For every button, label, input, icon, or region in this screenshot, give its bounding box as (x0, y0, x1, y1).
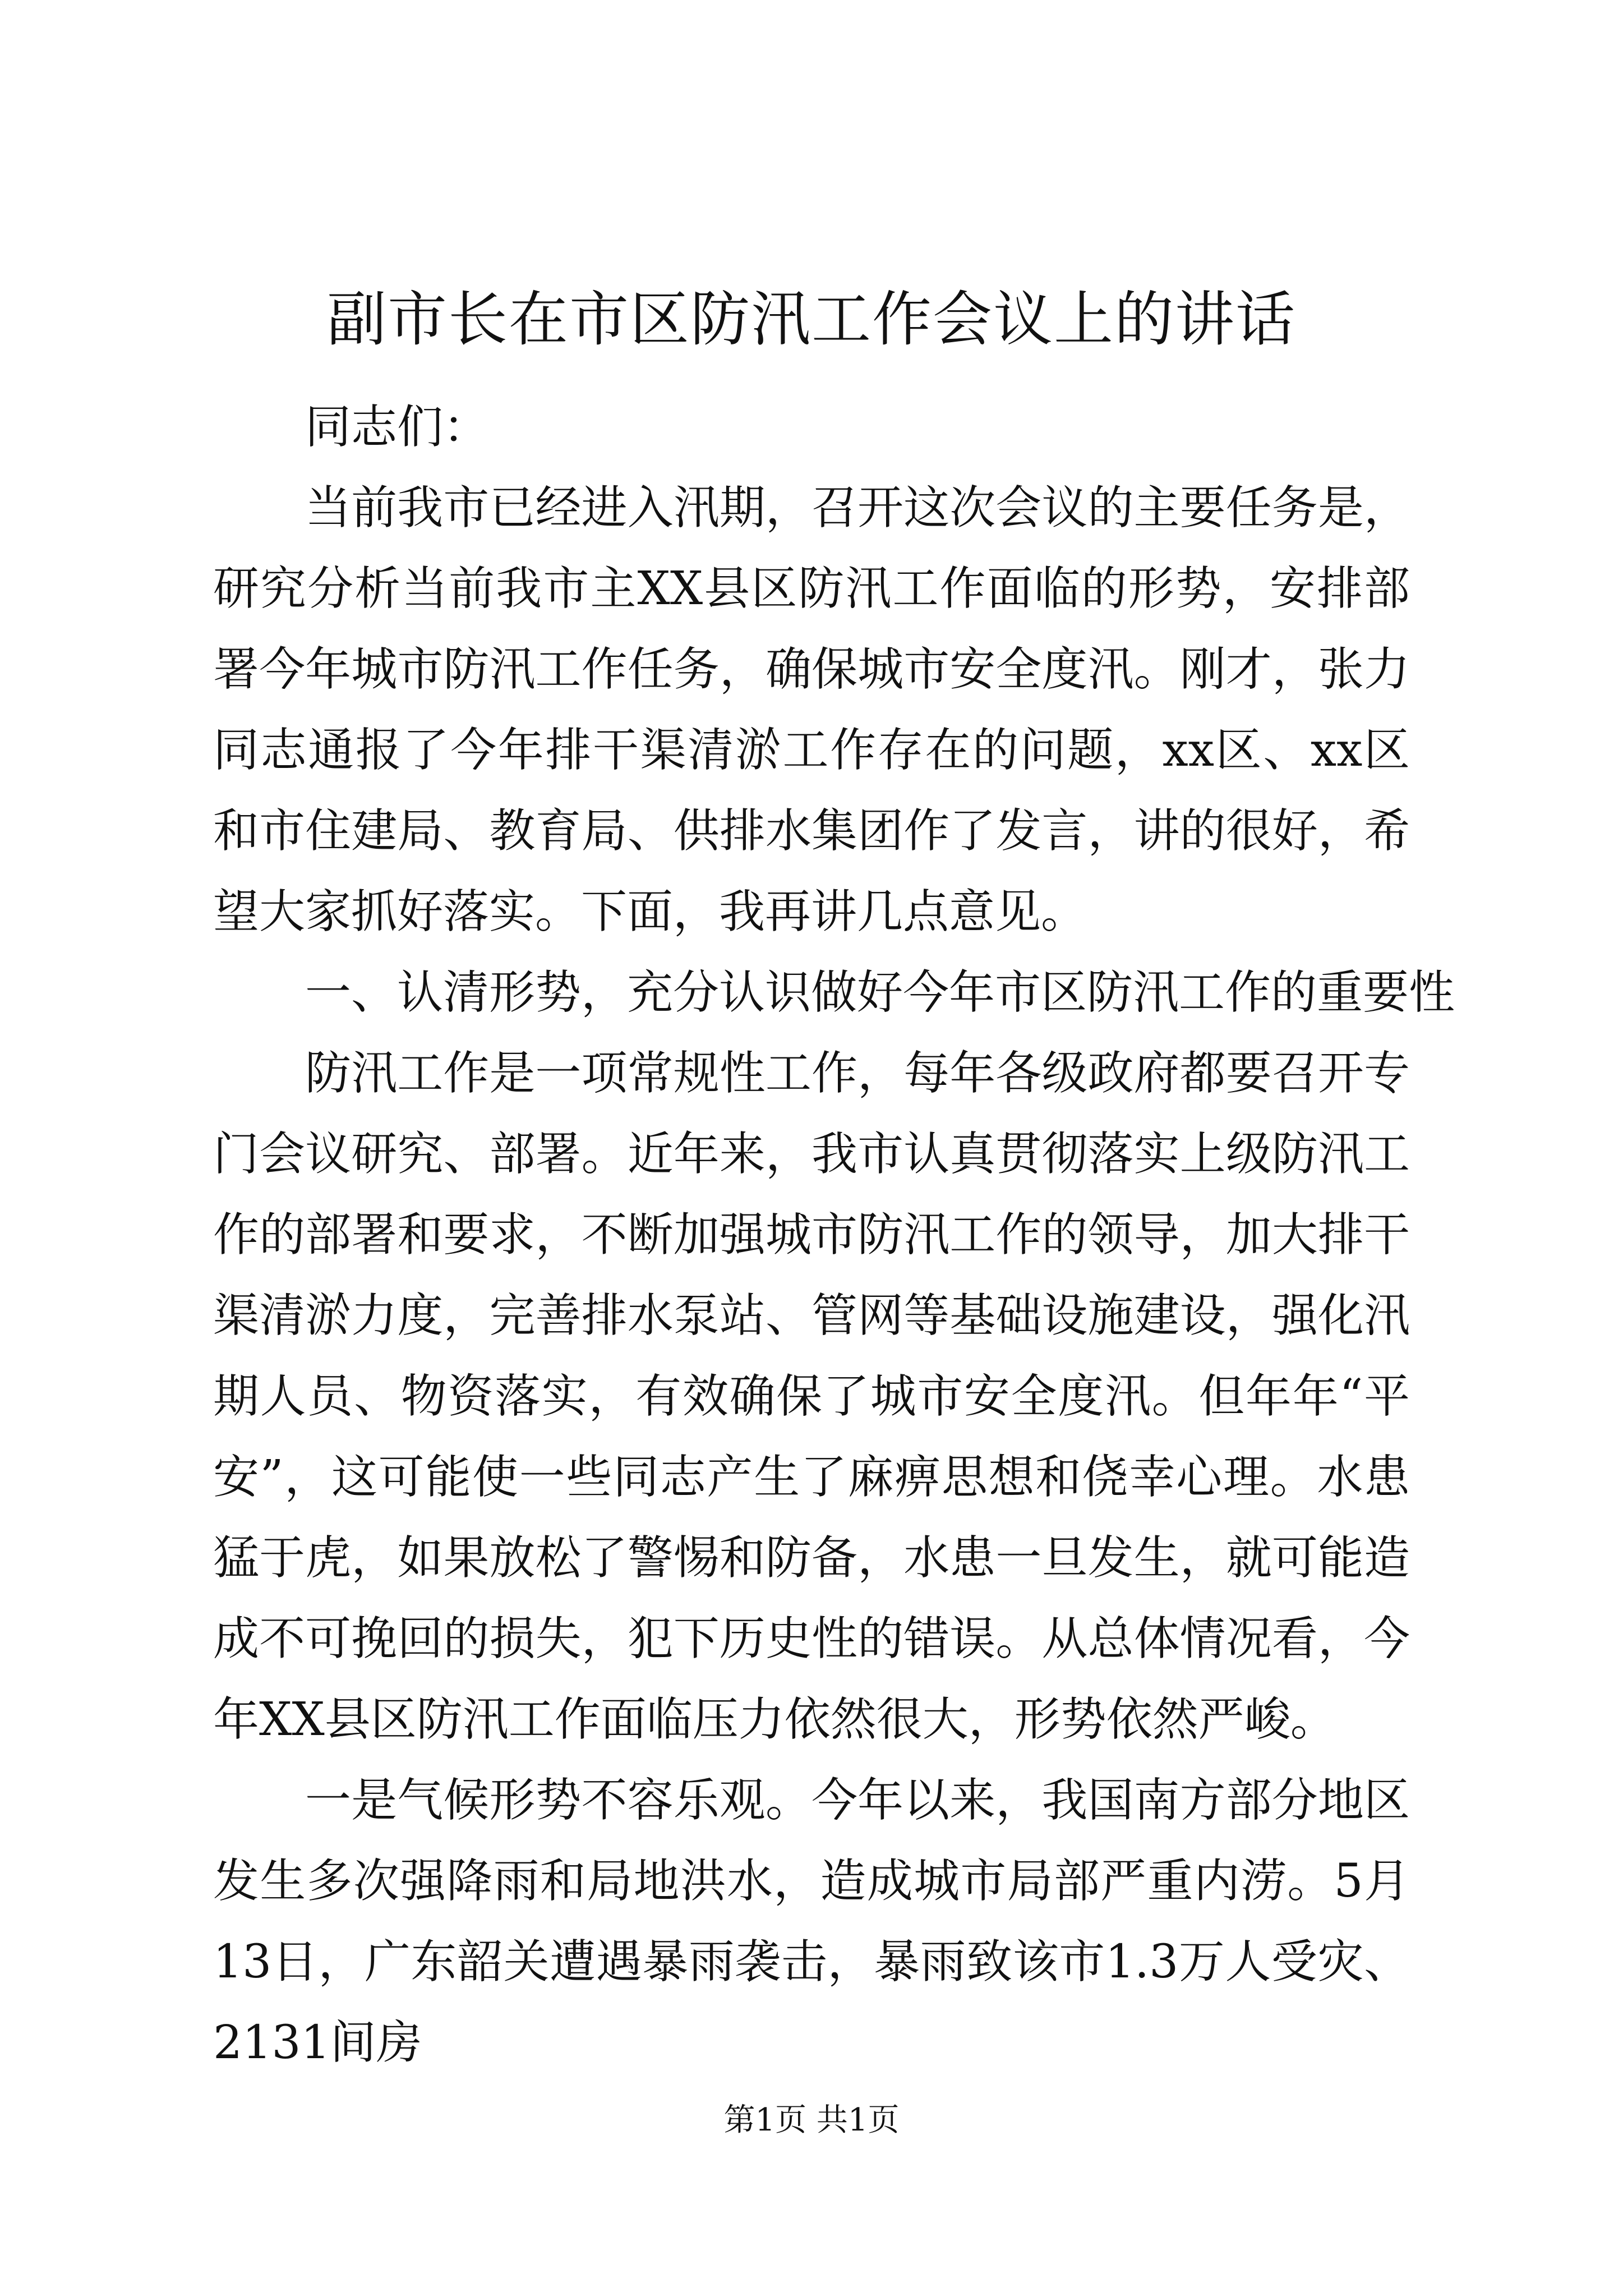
intro-paragraph: 当前我市已经进入汛期，召开这次会议的主要任务是，研究分析当前我市主XX县区防汛工作面临的形势，安排部署今年城市防汛工作任务，确保城市安全度汛。刚才，张力同志通报了今年排干渠清淤工作存在的问题，xx区、xx区和市住建局、教育局、供排水集团作了发言，讲的很好，希望大家抓好落实。下面，我再讲几点意见。 (213, 481, 1410, 938)
body-paragraph: 防汛工作是一项常规性工作，每年各级政府都要召开专门会议研究、部署。近年来，我市认真贯彻落实上级防汛工作的部署和要求，不断加强城市防汛工作的领导，加大排干渠清淤力度，完善排水泵站、管网等基础设施建设，强化汛期人员、物资落实，有效确保了城市安全度汛。但年年“平安”，这可能使一些同志产生了麻痹思想和侥幸心理。水患猛于虎，如果放松了警惕和防备，水患一旦发生，就可能造成不可挽回的损失，犯下历史性的错误。从总体情况看，今年XX县区防汛工作面临压力依然很大，形势依然严峻。 (213, 1047, 1410, 1746)
body-paragraph: 一是气候形势不容乐观。今年以来，我国南方部分地区发生多次强降雨和局地洪水，造成城市局部严重内涝。5月13日，广东韶关遭遇暴雨袭击，暴雨致该市1.3万人受灾、2131间房 (213, 1774, 1410, 2069)
page-footer: 第1页 共1页 (723, 2102, 900, 2138)
document-body (213, 387, 1455, 2083)
section-heading: 一、认清形势，充分认识做好今年市区防汛工作的重要性 (305, 966, 1455, 1019)
document-title: 副市长在市区防汛工作会议上的讲话 (327, 285, 1296, 354)
greeting-paragraph: 同志们： (305, 401, 490, 454)
